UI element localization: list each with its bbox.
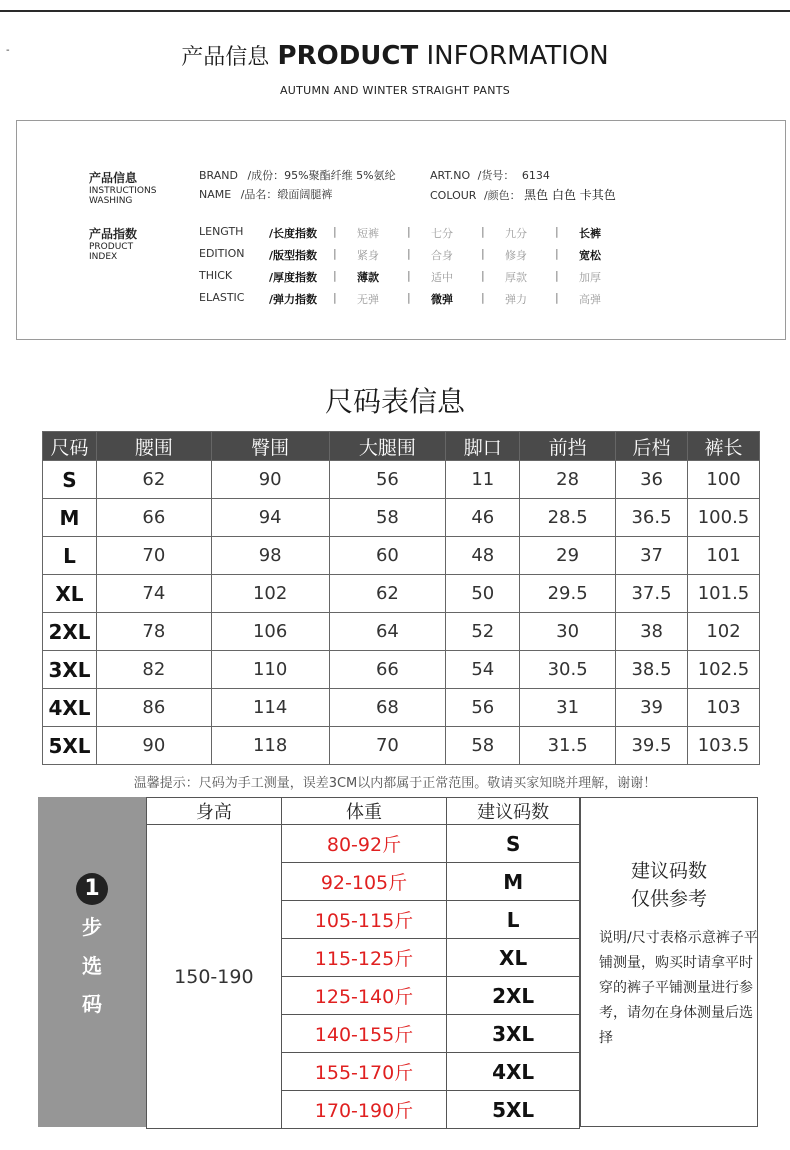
instructions-label-en: INSTRUCTIONS (89, 186, 157, 196)
size-value-cell: 29.5 (520, 575, 616, 613)
index-level: 厚款 (505, 271, 527, 284)
colour-label-zh: /颜色： (483, 189, 521, 202)
size-value-cell: 52 (446, 613, 520, 651)
size-row (43, 727, 760, 765)
index-separator: | (333, 269, 337, 282)
size-chart-table (42, 431, 760, 765)
brand-en: BRAND (199, 169, 238, 182)
size-header-cell: 大腿围 (329, 432, 446, 461)
index-level: 九分 (505, 227, 527, 240)
index-separator: | (333, 291, 337, 304)
reference-title-1: 建议码数 (630, 860, 707, 882)
size-value-cell: 31.5 (520, 727, 616, 765)
index-separator: | (481, 291, 485, 304)
index-separator: | (407, 291, 411, 304)
index-separator: | (555, 291, 559, 304)
weight-range-cell: 140-155斤 (281, 1015, 447, 1053)
size-value-cell: 39.5 (616, 727, 688, 765)
size-value-cell: 102.5 (687, 651, 759, 689)
index-separator: | (481, 269, 485, 282)
step-number-badge: 1 (76, 873, 108, 905)
index-level: 高弹 (579, 293, 601, 306)
brand-value: /成份：95%聚酯纤维 5%氨纶 (247, 169, 396, 182)
recommended-size-cell: S (447, 825, 580, 863)
brand-field (199, 167, 396, 183)
recommend-header-row (147, 798, 580, 825)
index-separator: | (407, 247, 411, 260)
weight-range-cell: 92-105斤 (281, 863, 447, 901)
weight-range-cell: 155-170斤 (281, 1053, 447, 1091)
index-level: 加厚 (579, 271, 601, 284)
measurement-note: 温馨提示：尺码为手工测量，误差3CM以内都属于正常范围。敬请买家知晓并理解，谢谢！ (133, 776, 657, 791)
index-level: 短裤 (357, 227, 379, 240)
size-header-cell: 后档 (616, 432, 688, 461)
index-row-en: EDITION (199, 247, 245, 260)
recommended-size-cell: 4XL (447, 1053, 580, 1091)
size-value-cell: 110 (211, 651, 329, 689)
index-separator: | (555, 247, 559, 260)
index-separator: | (407, 269, 411, 282)
index-level: 适中 (431, 271, 453, 284)
size-value-cell: 66 (96, 499, 211, 537)
index-label-en1: PRODUCT (89, 242, 134, 252)
washing-label-en: WASHING (89, 196, 133, 206)
recommend-header-cell: 身高 (147, 798, 282, 825)
size-value-cell: 39 (616, 689, 688, 727)
size-value-cell: 118 (211, 727, 329, 765)
reference-title-2: 仅供参考 (630, 888, 707, 910)
size-value-cell: 101 (687, 537, 759, 575)
name-field (199, 186, 332, 202)
size-row (43, 537, 760, 575)
size-value-cell: 48 (446, 537, 520, 575)
recommended-size-cell: 2XL (447, 977, 580, 1015)
size-value-cell: 56 (446, 689, 520, 727)
size-value-cell: 103.5 (687, 727, 759, 765)
index-label (89, 225, 137, 262)
size-value-cell: 11 (446, 461, 520, 499)
product-info-box (16, 120, 786, 340)
size-value-cell: 60 (329, 537, 446, 575)
size-value-cell: 37.5 (616, 575, 688, 613)
size-value-cell: 54 (446, 651, 520, 689)
colour-field (430, 186, 616, 203)
index-separator: | (481, 225, 485, 238)
size-value-cell: 66 (329, 651, 446, 689)
size-label-cell: S (43, 461, 97, 499)
recommended-size-cell: M (447, 863, 580, 901)
step-char-2: 选 (82, 954, 102, 978)
size-value-cell: 30.5 (520, 651, 616, 689)
size-label-cell: 3XL (43, 651, 97, 689)
index-level: 弹力 (505, 293, 527, 306)
index-row-zh: /弹力指数 (269, 293, 318, 306)
size-row (43, 461, 760, 499)
index-row-zh: /版型指数 (269, 249, 318, 262)
index-row-zh: /厚度指数 (269, 271, 318, 284)
colour-en: COLOUR (430, 189, 477, 202)
size-value-cell: 50 (446, 575, 520, 613)
size-value-cell: 64 (329, 613, 446, 651)
index-level: 合身 (431, 249, 453, 262)
size-label-cell: 4XL (43, 689, 97, 727)
size-value-cell: 38 (616, 613, 688, 651)
size-value-cell: 30 (520, 613, 616, 651)
size-value-cell: 102 (687, 613, 759, 651)
size-value-cell: 36 (616, 461, 688, 499)
size-header-cell: 臀围 (211, 432, 329, 461)
instructions-label-zh: 产品信息 (89, 171, 138, 185)
height-range-cell: 150-190 (147, 825, 282, 1129)
index-label-en2: INDEX (89, 252, 118, 262)
recommended-size-cell: 3XL (447, 1015, 580, 1053)
size-value-cell: 70 (96, 537, 211, 575)
size-row (43, 575, 760, 613)
size-value-cell: 46 (446, 499, 520, 537)
title-zh: 产品信息 (181, 45, 270, 70)
size-value-cell: 38.5 (616, 651, 688, 689)
artno-label-zh: /货号： (477, 169, 515, 182)
index-separator: | (407, 225, 411, 238)
size-chart-header-row (43, 432, 760, 461)
top-divider (0, 10, 790, 12)
size-value-cell: 100.5 (687, 499, 759, 537)
recommended-size-cell: L (447, 901, 580, 939)
recommended-size-cell: XL (447, 939, 580, 977)
recommend-header-cell: 体重 (281, 798, 447, 825)
size-value-cell: 114 (211, 689, 329, 727)
size-header-cell: 脚口 (446, 432, 520, 461)
size-label-cell: XL (43, 575, 97, 613)
size-label-cell: L (43, 537, 97, 575)
size-recommend-table (146, 797, 580, 1129)
size-value-cell: 58 (446, 727, 520, 765)
size-header-cell: 尺码 (43, 432, 97, 461)
size-value-cell: 100 (687, 461, 759, 499)
index-row-en: ELASTIC (199, 291, 245, 304)
size-value-cell: 101.5 (687, 575, 759, 613)
step-char-1: 步 (82, 915, 102, 939)
size-row (43, 499, 760, 537)
corner-mark: - (6, 45, 10, 56)
recommended-size-cell: 5XL (447, 1091, 580, 1129)
size-value-cell: 86 (96, 689, 211, 727)
index-level: 七分 (431, 227, 453, 240)
title-en-light: INFORMATION (426, 41, 609, 71)
weight-range-cell: 125-140斤 (281, 977, 447, 1015)
size-value-cell: 90 (211, 461, 329, 499)
size-value-cell: 98 (211, 537, 329, 575)
size-row (43, 651, 760, 689)
index-separator: | (481, 247, 485, 260)
index-separator: | (555, 269, 559, 282)
weight-range-cell: 105-115斤 (281, 901, 447, 939)
artno-en: ART.NO (430, 169, 471, 182)
weight-range-cell: 80-92斤 (281, 825, 447, 863)
weight-range-cell: 115-125斤 (281, 939, 447, 977)
page-subtitle: AUTUMN AND WINTER STRAIGHT PANTS (279, 84, 511, 97)
index-level: 无弹 (357, 293, 379, 306)
index-level: 紧身 (357, 249, 379, 262)
size-value-cell: 56 (329, 461, 446, 499)
recommend-header-cell: 建议码数 (447, 798, 580, 825)
index-separator: | (555, 225, 559, 238)
index-level: 长裤 (579, 227, 601, 240)
page-title (0, 40, 790, 71)
index-separator: | (333, 247, 337, 260)
index-label-zh: 产品指数 (89, 227, 138, 241)
index-level: 修身 (505, 249, 527, 262)
index-level: 微弹 (431, 293, 453, 306)
size-value-cell: 28.5 (520, 499, 616, 537)
size-value-cell: 62 (329, 575, 446, 613)
size-value-cell: 58 (329, 499, 446, 537)
size-label-cell: M (43, 499, 97, 537)
size-row (43, 613, 760, 651)
index-level: 薄款 (357, 271, 379, 284)
artno-value: 6134 (521, 169, 550, 182)
size-value-cell: 28 (520, 461, 616, 499)
size-row (43, 689, 760, 727)
size-value-cell: 102 (211, 575, 329, 613)
size-value-cell: 82 (96, 651, 211, 689)
reference-note-box (580, 797, 758, 1127)
size-value-cell: 103 (687, 689, 759, 727)
size-value-cell: 74 (96, 575, 211, 613)
title-en-bold: PRODUCT (277, 41, 419, 71)
size-value-cell: 78 (96, 613, 211, 651)
size-label-cell: 2XL (43, 613, 97, 651)
weight-range-cell: 170-190斤 (281, 1091, 447, 1129)
instructions-label (89, 169, 156, 206)
size-header-cell: 腰围 (96, 432, 211, 461)
size-value-cell: 31 (520, 689, 616, 727)
size-chart-title: 尺码表信息 (324, 385, 465, 418)
size-value-cell: 90 (96, 727, 211, 765)
size-header-cell: 裤长 (687, 432, 759, 461)
name-value: /品名：缎面阔腿裤 (240, 188, 333, 201)
size-value-cell: 37 (616, 537, 688, 575)
index-row-en: THICK (199, 269, 233, 282)
size-value-cell: 70 (329, 727, 446, 765)
recommend-row (147, 825, 580, 863)
size-label-cell: 5XL (43, 727, 97, 765)
index-row-en: LENGTH (199, 225, 244, 238)
index-row-zh: /长度指数 (269, 227, 318, 240)
size-value-cell: 36.5 (616, 499, 688, 537)
size-header-cell: 前挡 (520, 432, 616, 461)
name-en: NAME (199, 188, 232, 201)
size-value-cell: 29 (520, 537, 616, 575)
size-value-cell: 68 (329, 689, 446, 727)
size-value-cell: 62 (96, 461, 211, 499)
colour-values: 黑色 白色 卡其色 (524, 188, 616, 202)
size-value-cell: 106 (211, 613, 329, 651)
size-value-cell: 94 (211, 499, 329, 537)
artno-field (430, 167, 550, 183)
index-level: 宽松 (579, 249, 601, 262)
step-char-3: 码 (82, 992, 102, 1016)
index-separator: | (333, 225, 337, 238)
reference-description: 说明/尺寸表格示意裤子平铺测量，购买时请拿平时穿的裤子平铺测量进行参考，请勿在身体测量后选择 (599, 930, 758, 1046)
